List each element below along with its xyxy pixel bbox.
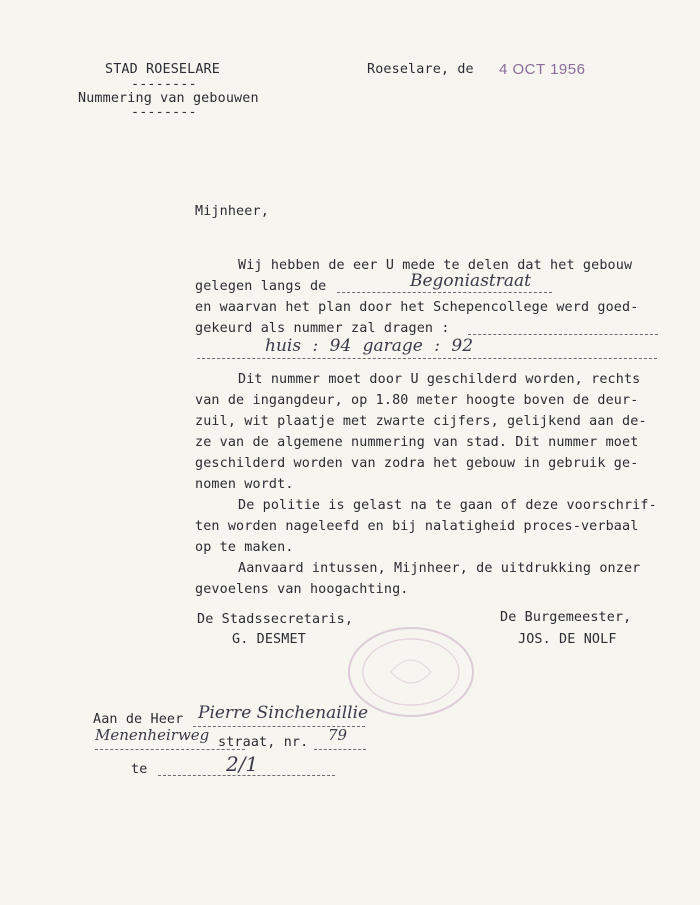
number-handwritten: huis : 94 garage : 92 [265, 336, 474, 356]
house-number-handwritten: 79 [328, 726, 348, 744]
body-line: gekeurd als nummer zal dragen : [195, 321, 450, 336]
header-separator: -------- [131, 77, 197, 92]
secretary-name: G. DESMET [232, 632, 306, 647]
date-stamp: 4 OCT 1956 [499, 61, 586, 78]
body-line: en waarvan het plan door het Schepencollege werd goed- [195, 300, 639, 315]
body-line: Aanvaard intussen, Mijnheer, de uitdrukking onzer [238, 561, 641, 576]
body-line: Wij hebben de eer U mede te delen dat het gebouw [238, 258, 633, 273]
body-line: geschilderd worden van zodra het gebouw in gebruik ge- [195, 456, 639, 471]
department-separator: -------- [131, 105, 197, 120]
department-header: Nummering van gebouwen [78, 91, 259, 106]
body-line: ze van de algemene nummering van stad. Dit nummer moet [195, 435, 639, 450]
body-line: van de ingangdeur, op 1.80 meter hoogte boven de deur- [195, 393, 639, 408]
body-line: op te maken. [195, 540, 294, 555]
body-line: Dit nummer moet door U geschilderd worden, rechts [238, 372, 641, 387]
mayor-name: JOS. DE NOLF [518, 632, 617, 647]
address-to-label: Aan de Heer [93, 712, 184, 727]
salutation: Mijnheer, [195, 204, 269, 219]
place-date-prefix: Roeselare, de [367, 62, 474, 77]
body-line: De politie is gelast na te gaan of deze voorschrif- [238, 498, 657, 513]
street-handwritten: Begoniastraat [410, 271, 531, 291]
address-street-handwritten: Menenheirweg [95, 726, 210, 744]
mayor-title: De Burgemeester, [500, 610, 632, 625]
city-header: STAD ROESELARE [105, 62, 220, 77]
body-line: nomen wordt. [195, 477, 294, 492]
address-te-label: te [131, 762, 148, 777]
body-line: ten worden nageleefd en bij nalatigheid proces-verbaal [195, 519, 639, 534]
number-dotted-line [468, 320, 658, 335]
secretary-title: De Stadssecretaris, [197, 612, 354, 627]
address-street-label: straat, nr. [218, 735, 309, 750]
te-handwritten: 2/1 [226, 752, 259, 776]
addressee-name-handwritten: Pierre Sinchenaillie [198, 703, 369, 723]
body-line: gelegen langs de [195, 279, 327, 294]
body-line: gevoelens van hoogachting. [195, 582, 409, 597]
body-line: zuil, wit plaatje met zwarte cijfers, gelijkend aan de- [195, 414, 647, 429]
